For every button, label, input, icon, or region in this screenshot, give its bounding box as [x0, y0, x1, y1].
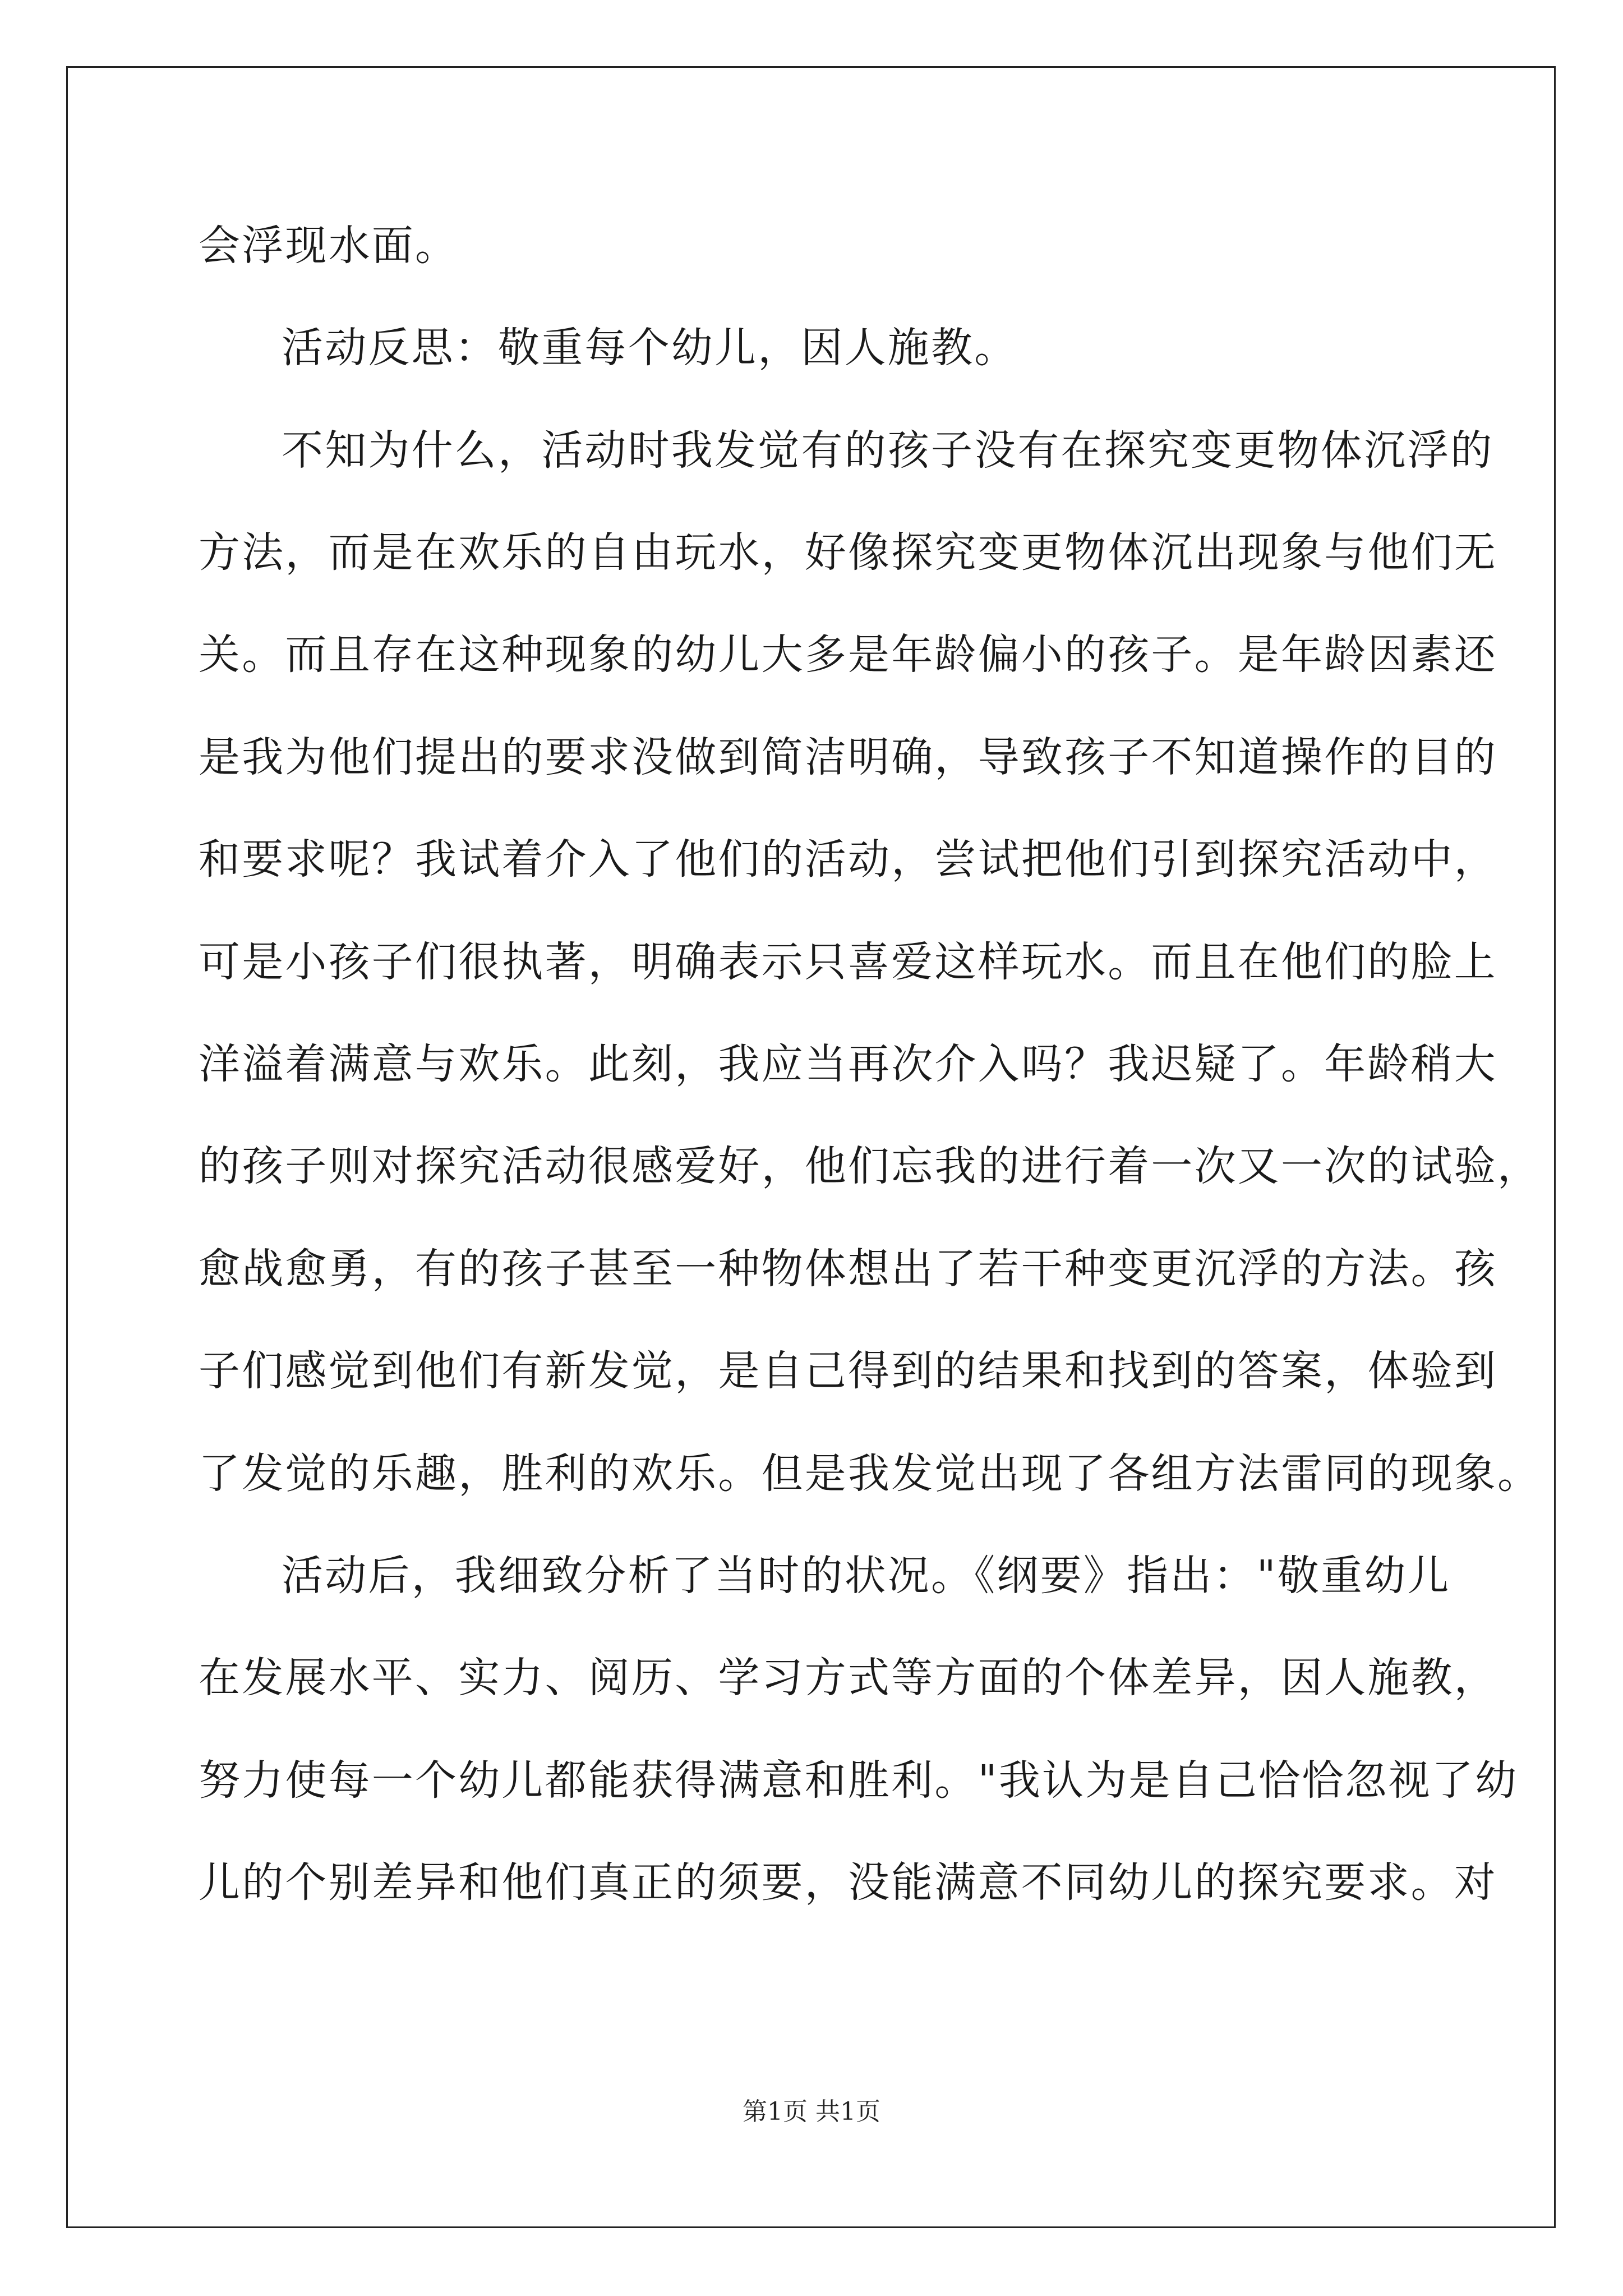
text-line: 在发展水平、实力、阅历、学习方式等方面的个体差异，因人施教， [199, 1654, 1497, 1702]
text-line: 活动反思：敬重每个幼儿，因人施教。 [282, 324, 1018, 372]
text-line: 可是小孩子们很执著，明确表示只喜爱这样玩水。而且在他们的脸上 [199, 938, 1497, 986]
text-line: 儿的个别差异和他们真正的须要，没能满意不同幼儿的探究要求。对 [199, 1858, 1497, 1907]
text-line: 的孩子则对探究活动很感爱好，他们忘我的进行着一次又一次的试验， [199, 1142, 1541, 1190]
page-footer: 第1页 共1页 [743, 2097, 880, 2126]
text-line: 会浮现水面。 [199, 222, 459, 270]
text-line: 子们感觉到他们有新发觉，是自己得到的结果和找到的答案，体验到 [199, 1347, 1497, 1395]
text-line: 洋溢着满意与欢乐。此刻，我应当再次介入吗？我迟疑了。年龄稍大 [199, 1040, 1497, 1088]
text-line: 活动后，我细致分析了当时的状况。《纲要》指出："敬重幼儿 [282, 1552, 1451, 1600]
text-line: 和要求呢？我试着介入了他们的活动，尝试把他们引到探究活动中， [199, 835, 1497, 884]
text-line: 是我为他们提出的要求没做到简洁明确，导致孩子不知道操作的目的 [199, 733, 1497, 781]
text-line: 愈战愈勇，有的孩子甚至一种物体想出了若干种变更沉浮的方法。孩 [199, 1245, 1497, 1293]
text-line: 不知为什么，活动时我发觉有的孩子没有在探究变更物体沉浮的 [282, 426, 1494, 475]
text-line: 关。而且存在这种现象的幼儿大多是年龄偏小的孩子。是年龄因素还 [199, 631, 1497, 679]
text-line: 方法，而是在欢乐的自由玩水，好像探究变更物体沉出现象与他们无 [199, 528, 1497, 577]
text-line: 了发觉的乐趣，胜利的欢乐。但是我发觉出现了各组方法雷同的现象。 [199, 1450, 1541, 1498]
text-line: 努力使每一个幼儿都能获得满意和胜利。"我认为是自己恰恰忽视了幼 [199, 1756, 1519, 1805]
